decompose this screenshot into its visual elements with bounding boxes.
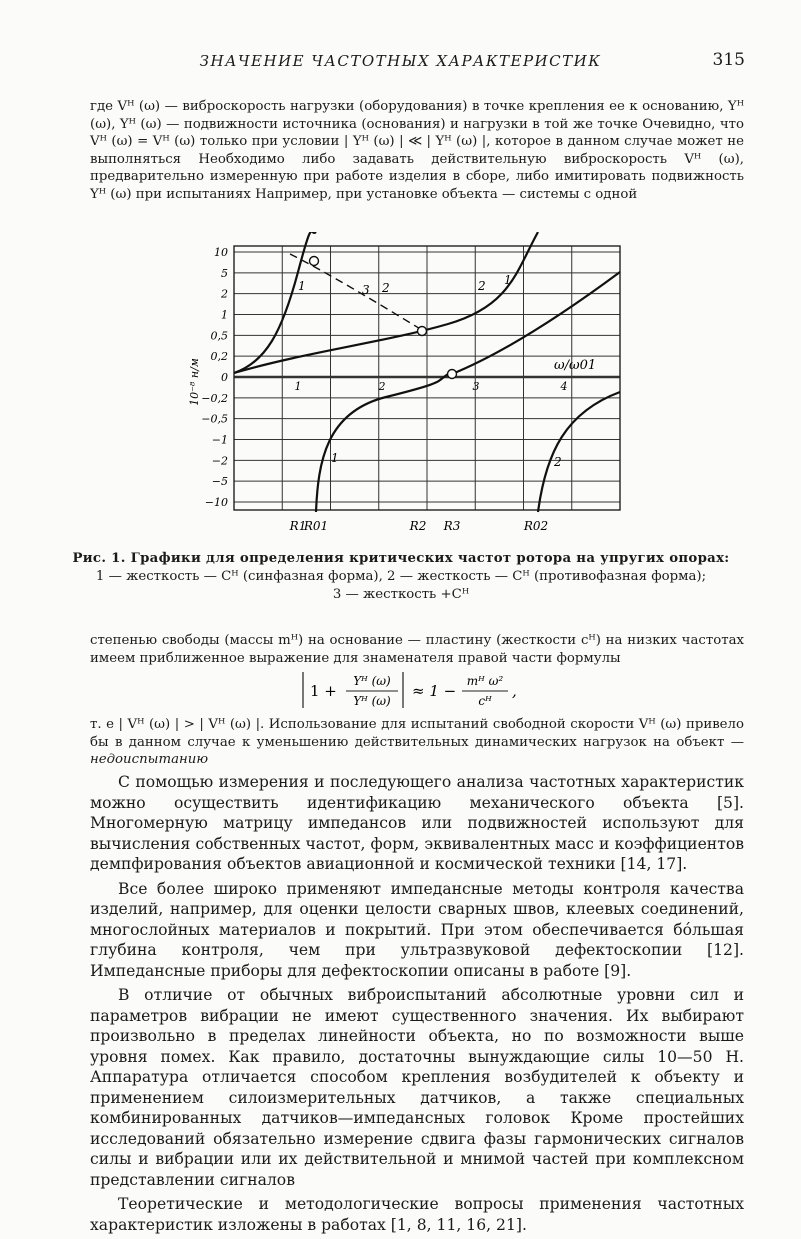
body-text [90, 772, 744, 1239]
curve-1-left-lower [316, 374, 448, 512]
curve-label: 1 [298, 279, 306, 293]
figure-caption [56, 550, 746, 604]
formula-lhs-num: Yᴴ (ω) [353, 674, 391, 688]
body-paragraph-2: Все более широко применяют импедансные методы контроля качества изделий, например, для оценки целости сварных швов, клеевых соединений, многослойных материалов и покрытий. При этом обеспечивается бо́льшая глубина контроля, чем при ультразвуковой дефектоскопии [12]. Импедансные приборы для дефектоскопии описаны в работе [9]. [90, 879, 744, 980]
mid-paragraph [90, 632, 744, 667]
chart-svg [186, 232, 636, 542]
curve-2-rising [234, 232, 538, 373]
formula [300, 668, 530, 718]
x-tick-label: R2 [409, 519, 427, 533]
x-tick-label: R01 [303, 519, 329, 533]
svg-text:,: , [512, 682, 517, 700]
body-paragraph-1: С помощью измерения и последующего анализа частотных характеристик можно осуществить идентификацию механического объекта [5]. Многомерную матрицу импедансов или подвижностей используют для вычисления собственных частот, форм, эквивалентных масс и коэффициентов демпфирования объектов авиационной и космической техники [14, 17]. [90, 773, 744, 873]
region-label: 1 [294, 380, 302, 393]
y-tick-label: 2 [221, 287, 228, 301]
x-axis-label: ω/ω01 [554, 358, 597, 373]
y-tick-label: −10 [204, 496, 228, 509]
caption-line-2: 3 — жесткость +Cᴴ [332, 587, 470, 602]
top-paragraph-text: где Vᴴ (ω) — виброскорость нагрузки (оборудования) в точке крепления ее к основанию, Yᴴ (ω), Yᴴ (ω) — подвижности источника (основания) и нагрузки в той же точке Очевидно, что Vᴴ (ω) = Vᴴ (ω) только при условии | Yᴴ (ω) | ≪ | Yᴴ (ω) |, которое в данном случае может не выполняться Необходимо либо задавать действительную виброскорость Vᴴ (ω), предварительно измеренную при работе изделия в сборе, либо имитировать подвижность Yᴴ (ω) при испытаниях Например, при установке объекта — системы с одной [90, 99, 744, 202]
x-tick-label: R02 [523, 519, 549, 533]
caption-title: Рис. 1. Графики для определения критических частот ротора на упругих опорах: [72, 551, 730, 566]
y-tick-label: 5 [221, 266, 228, 280]
intersection-marker [448, 370, 457, 379]
after-formula-text: т. е | Vᴴ (ω) | > | Vᴴ (ω) |. Использование для испытаний свободной скорости Vᴴ (ω) привело бы в данном случае к уменьшению действительных динамических нагрузок на объект — [90, 717, 744, 750]
curve-3-dashed [290, 254, 422, 330]
region-label: 3 [472, 380, 480, 393]
y-tick-label: −0,5 [201, 412, 228, 426]
body-paragraph-3: В отличие от обычных виброиспытаний абсолютные уровни сил и параметров вибрации не имеют существенного значения. Их выбирают произвольно в пределах линейности объекта, но по возможности выше уровня помех. Как правило, достаточны вынуждающие силы 10—50 Н. Аппаратура отличается способом крепления возбудителей к объекту и применением силоизмерительных датчиков, а также специальных комбинированных датчиков—импедансных головок Кроме простейших исследований обязательно измерение сдвига фазы гармонических сигналов силы и вибрации или их действительной и мнимой частей при комплексном представлении сигналов [90, 986, 744, 1189]
curve-label: 2 [382, 281, 390, 295]
top-paragraph [90, 98, 744, 203]
region-label: 2 [378, 380, 386, 393]
formula-svg [300, 668, 530, 714]
curve-1-left-upper [234, 232, 316, 373]
x-tick-label: R1 [289, 519, 307, 533]
curve-2-lower [538, 392, 620, 512]
y-tick-label: −0,2 [201, 391, 228, 405]
y-tick-label: 0,5 [210, 329, 228, 343]
curve-label: 3 [362, 283, 370, 297]
svg-text:≈ 1 −: ≈ 1 − [412, 682, 457, 700]
y-axis-label: 10⁻⁸ н/м [188, 358, 201, 406]
intersection-marker [418, 327, 427, 336]
running-header: ЗНАЧЕНИЕ ЧАСТОТНЫХ ХАРАКТЕРИСТИК [199, 52, 602, 70]
x-tick-label: R3 [443, 519, 461, 533]
y-tick-label: −1 [211, 433, 228, 447]
mid-paragraph-text: степенью свободы (массы mᴴ) на основание — пластину (жесткости cᴴ) на низких частотах имеем приближенное выражение для знаменателя правой части формулы [90, 633, 744, 666]
region-label: 4 [560, 380, 568, 393]
caption-line-1: 1 — жесткость — Cᴴ (синфазная форма), 2 — жесткость — Cᴴ (противофазная форма); [95, 569, 707, 584]
formula-rhs-num: mᴴ ω² [466, 674, 504, 688]
curve-label: 1 [504, 273, 512, 287]
after-formula-paragraph [90, 716, 744, 769]
svg-text:1 +: 1 + [310, 682, 337, 700]
curve-label: 1 [331, 451, 339, 465]
formula-rhs-den: cᴴ [478, 694, 492, 708]
figure-chart [186, 232, 636, 542]
y-tick-label: −2 [211, 454, 228, 468]
y-tick-label: 10 [214, 246, 228, 259]
y-tick-label: 1 [221, 308, 228, 322]
y-tick-label: −5 [211, 475, 228, 489]
curve-label: 2 [554, 455, 562, 469]
y-tick-label: 0 [221, 371, 228, 384]
curve-label: 2 [478, 279, 486, 293]
body-paragraph-4: Теоретические и методологические вопросы применения частотных характеристик изложены в работах [1, 8, 11, 16, 21]. [90, 1195, 744, 1234]
page-number: 315 [712, 50, 745, 70]
formula-lhs-den: Yᴴ (ω) [353, 694, 391, 708]
intersection-marker [310, 257, 319, 266]
y-tick-label: 0,2 [210, 350, 228, 364]
after-formula-italic: недоиспытанию [90, 752, 209, 767]
